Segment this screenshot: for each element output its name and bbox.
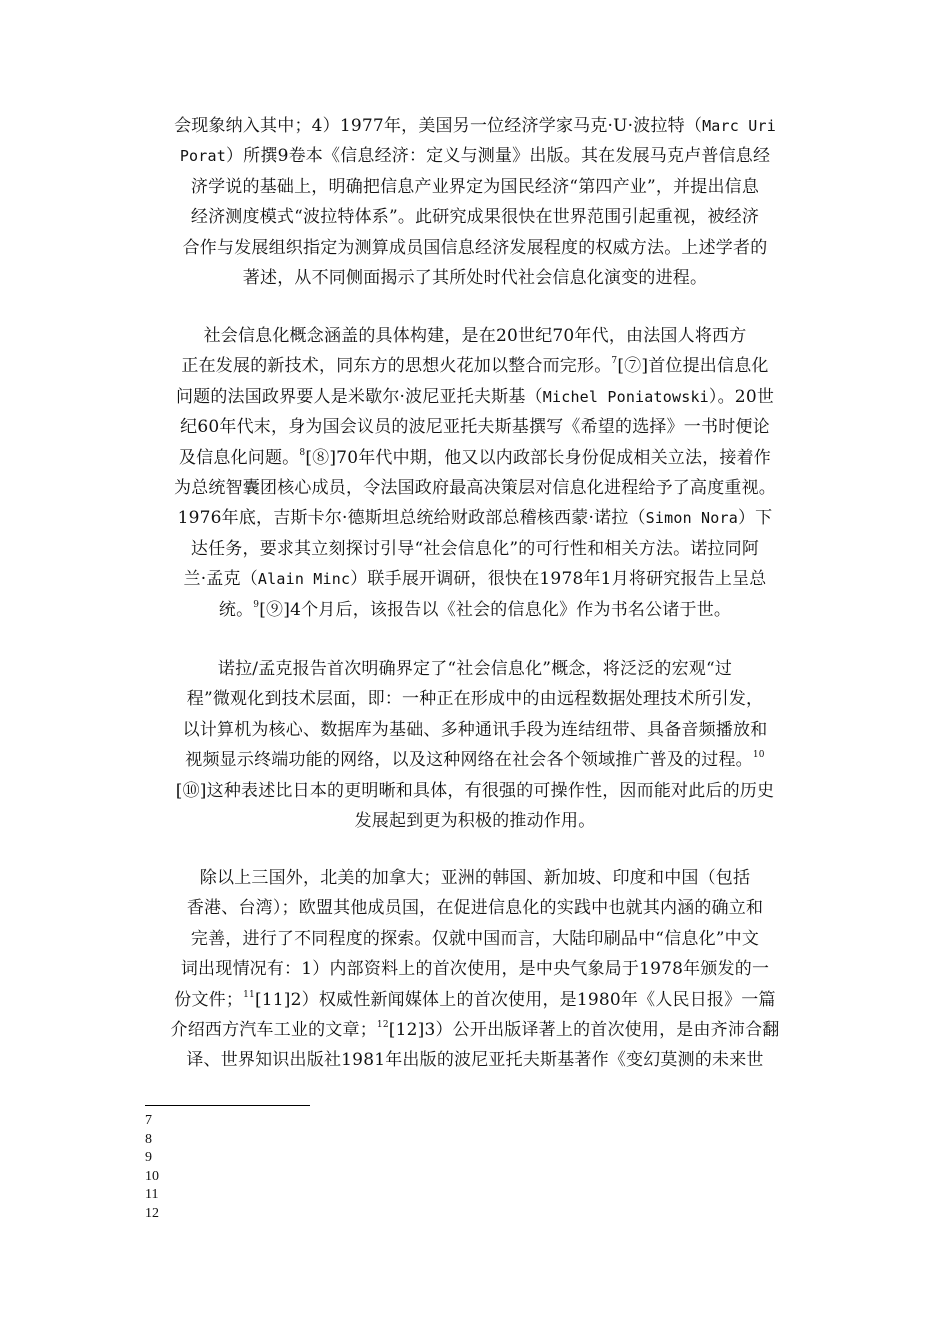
text-line: 为总统智囊团核心成员，令法国政府最高决策层对信息化进程给予了高度重视。 — [174, 478, 776, 499]
latin-name: Simon Nora — [645, 509, 738, 528]
text-line: 会现象纳入其中；4）1977年，美国另一位经济学家马克·U·波拉特（Marc Uri — [174, 116, 776, 136]
paragraph-porat — [135, 111, 815, 293]
footnote-separator — [145, 1105, 310, 1106]
text-line: 合作与发展组织指定为测算成员国信息经济发展程度的权威方法。上述学者的 — [182, 237, 768, 258]
footnote-number: 10 — [145, 1168, 159, 1184]
footnotes — [145, 1112, 159, 1223]
text-line: 纪60年代末，身为国会议员的波尼亚托夫斯基撰写《希望的选择》一书时便论 — [180, 417, 770, 438]
text-line: 统。$^9$[⑨]4个月后，该报告以《社会的信息化》作为书名公诸于世。 — [218, 599, 732, 620]
text-line: 正在发展的新技术，同东方的思想火花加以整合而完形。$^7$[⑦]首位提出信息化 — [181, 356, 769, 377]
text-line: 著述，从不同侧面揭示了其所处时代社会信息化演变的进程。 — [242, 268, 708, 289]
text-line: 济学说的基础上，明确把信息产业界定为国民经济“第四产业”，并提出信息 — [190, 176, 760, 197]
text-line: 份文件；$^{11}$[11]2）权威性新闻媒体上的首次使用，是1980年《人民日报》一篇 — [174, 989, 776, 1010]
text-line: 除以上三国外，北美的加拿大；亚洲的韩国、新加坡、印度和中国（包括 — [199, 868, 751, 888]
text-line: 社会信息化概念涵盖的具体构建，是在20世纪70年代，由法国人将西方 — [203, 326, 747, 346]
paragraph-france — [135, 321, 815, 625]
text-line: 介绍西方汽车工业的文章；$^{12}$[12]3）公开出版译著上的首次使用，是由齐沛合翻 — [170, 1020, 780, 1041]
text-line: 兰·孟克（Alain Minc）联手展开调研，很快在1978年1月将研究报告上呈总 — [183, 569, 767, 590]
text-line: 达任务，要求其立刻探讨引导“社会信息化”的可行性和相关方法。诺拉同阿 — [190, 538, 760, 559]
latin-name: Michel Poniatowski — [542, 387, 709, 406]
footnote-number: 9 — [145, 1150, 152, 1165]
footnote-ref[interactable]: 7 — [611, 356, 618, 367]
text-line: 完善，进行了不同程度的探索。仅就中国而言，大陆印刷品中“信息化”中文 — [190, 928, 760, 949]
text-line: [⑩]这种表述比日本的更明晰和具体，有很强的可操作性，因而能对此后的历史 — [175, 780, 775, 801]
text-line: 香港、台湾）；欧盟其他成员国，在促进信息化的实践中也就其内涵的确立和 — [186, 898, 764, 919]
footnote-number: 12 — [145, 1205, 159, 1221]
text-line: 及信息化问题。$^8$[⑧]70年代中期，他又以内政部长身份促成相关立法，接着作 — [178, 447, 772, 468]
footnote-ref[interactable]: 12 — [376, 1020, 389, 1031]
text-line: 问题的法国政界要人是米歇尔·波尼亚托夫斯基（Michel Poniatowski）。20世 — [175, 386, 775, 407]
text-line: 发展起到更为积极的推动作用。 — [354, 811, 596, 832]
text-line: 视频显示终端功能的网络，以及这种网络在社会各个领域推广普及的过程。$^{10}$ — [185, 750, 765, 771]
text-line: 诺拉/孟克报告首次明确界定了“社会信息化”概念，将泛泛的宏观“过 — [217, 659, 733, 679]
footnote-number: 11 — [145, 1187, 159, 1202]
text-line: 经济测度模式“波拉特体系”。此研究成果很快在世界范围引起重视，被经济 — [190, 207, 760, 228]
text-line: 程”微观化到技术层面，即：一种正在形成中的由远程数据处理技术所引发， — [186, 689, 764, 710]
text-line: 译、世界知识出版社1981年出版的波尼亚托夫斯基著作《变幻莫测的未来世 — [186, 1050, 764, 1071]
paragraph-other-countries — [135, 863, 815, 1076]
footnote-ref[interactable]: 9 — [253, 599, 260, 610]
text-line: 1976年底，吉斯卡尔·德斯坦总统给财政部总稽核西蒙·诺拉（Simon Nora）下 — [177, 508, 773, 529]
footnote-ref[interactable]: 11 — [243, 989, 255, 1000]
text-line: 以计算机为核心、数据库为基础、多种通讯手段为连结纽带、具备音频播放和 — [182, 719, 768, 740]
latin-name: Alain Minc — [257, 570, 351, 589]
paragraph-nora-minc — [135, 654, 815, 836]
footnote-ref[interactable]: 8 — [299, 447, 306, 458]
footnote-number: 7 — [145, 1113, 152, 1128]
text-line: 词出现情况有：1）内部资料上的首次使用，是中央气象局于1978年颁发的一 — [180, 959, 770, 980]
footnote-ref[interactable]: 10 — [752, 750, 765, 761]
text-line: Porat）所撰9卷本《信息经济：定义与测量》出版。其在发展马克卢普信息经 — [179, 146, 771, 167]
footnote-number: 8 — [145, 1131, 152, 1147]
latin-name: Porat — [179, 147, 226, 166]
latin-name: Marc Uri — [702, 117, 776, 135]
